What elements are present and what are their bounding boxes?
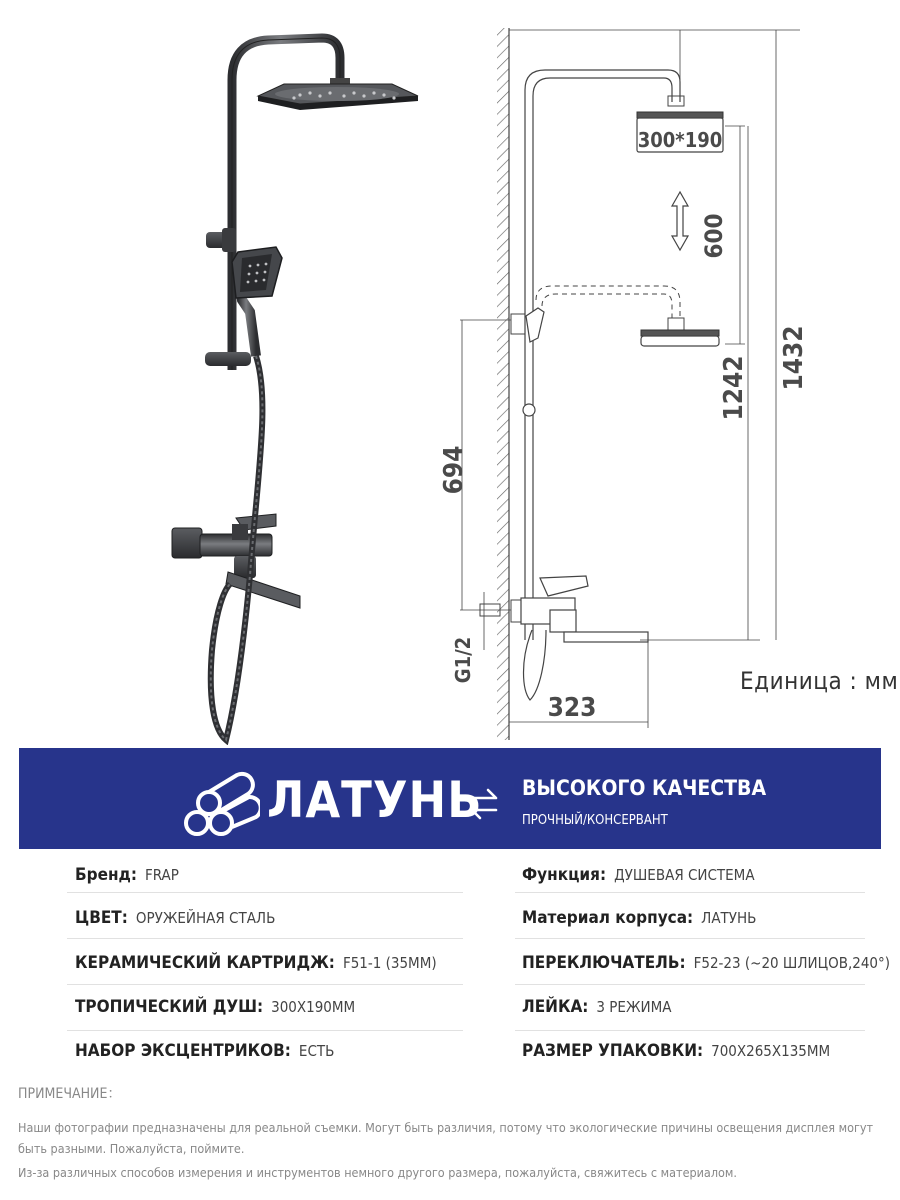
dim-694: 694: [439, 445, 469, 495]
spec-brand: [75, 867, 179, 884]
row-divider: [67, 892, 463, 893]
spec-value: 700Х265Х135ММ: [711, 1042, 831, 1060]
spec-value: ДУШЕВАЯ СИСТЕМА: [614, 866, 755, 884]
spec-label: ЛЕЙКА:: [522, 997, 589, 1017]
spec-value: ЛАТУНЬ: [701, 909, 757, 927]
dim-1432: 1432: [779, 325, 809, 391]
spec-value: ЕСТЬ: [298, 1042, 335, 1060]
technical-drawing: [460, 28, 800, 740]
spec-label: ПЕРЕКЛЮЧАТЕЛЬ:: [522, 953, 686, 973]
dim-thread: G1/2: [451, 636, 475, 684]
spec-label: ЦВЕТ:: [75, 908, 128, 928]
swap-arrows-icon: [462, 782, 506, 826]
row-divider: [67, 984, 463, 985]
spec-cartridge: [75, 955, 437, 972]
spec-value: F51-1 (35ММ): [342, 954, 437, 972]
dim-323: 323: [547, 693, 597, 723]
spec-value: 300Х190ММ: [271, 998, 356, 1016]
brass-rods-icon: [182, 767, 260, 839]
spec-label: Материал корпуса:: [522, 908, 694, 928]
spec-color: [75, 910, 275, 927]
note-line-1: Наши фотографии предназначены для реальной съемки. Могут быть различия, потому что экологические причины освещения дисплея могут быть разными. Пожалуйста, поймите.: [18, 1120, 874, 1156]
spec-label: Бренд:: [75, 865, 138, 885]
spec-body-material: [522, 910, 756, 927]
spec-label: РАЗМЕР УПАКОВКИ:: [522, 1041, 704, 1061]
dim-1242: 1242: [719, 355, 749, 421]
spec-label: Функция:: [522, 865, 607, 885]
row-divider: [67, 1030, 463, 1031]
spec-value: 3 РЕЖИМА: [596, 998, 672, 1016]
unit-label: Единица : мм: [740, 667, 899, 695]
spec-value: F52-23 (~20 ШЛИЦОВ,240°): [693, 954, 890, 972]
spec-value: FRAP: [145, 866, 179, 884]
row-divider: [67, 938, 463, 939]
spec-eccentrics: [75, 1043, 334, 1060]
spec-label: КЕРАМИЧЕСКИЙ КАРТРИДЖ:: [75, 953, 335, 973]
banner-quality: ВЫСОКОГО КАЧЕСТВА: [522, 776, 767, 800]
note-line-2: Из-за различных способов измерения и инструментов немного другого размера, пожалуйста, свяжитесь с материалом.: [18, 1165, 737, 1180]
dim-600: 600: [700, 213, 728, 259]
note-title: ПРИМЕЧАНИЕ：: [18, 1086, 122, 1102]
spec-rain-shower: [75, 999, 355, 1016]
spec-package-size: [522, 1043, 830, 1060]
dim-head-size: 300*190: [637, 128, 723, 152]
spec-switch: [522, 955, 890, 972]
row-divider: [515, 984, 865, 985]
row-divider: [515, 892, 865, 893]
banner-title: ЛАТУНЬ: [267, 771, 483, 829]
spec-value: ОРУЖЕЙНАЯ СТАЛЬ: [135, 909, 276, 927]
spec-label: НАБОР ЭКСЦЕНТРИКОВ:: [75, 1041, 291, 1061]
spec-label: ТРОПИЧЕСКИЙ ДУШ:: [75, 997, 264, 1017]
row-divider: [515, 1030, 865, 1031]
row-divider: [515, 938, 865, 939]
spec-hand-shower: [522, 999, 671, 1016]
spec-function: [522, 867, 755, 884]
banner-subtitle: ПРОЧНЫЙ/КОНСЕРВАНТ: [522, 813, 668, 828]
shower-system-photo: [172, 38, 418, 740]
